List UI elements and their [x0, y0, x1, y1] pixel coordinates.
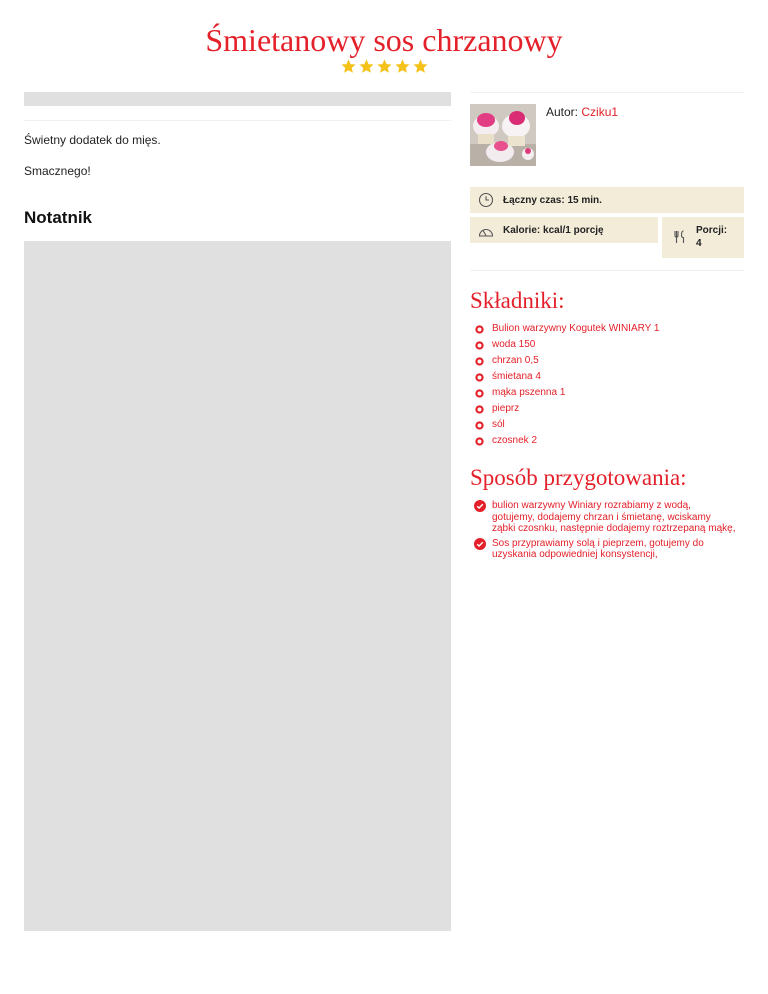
author-link[interactable]: Cziku1 [581, 105, 619, 119]
notebook-area[interactable] [24, 241, 451, 931]
ingredient-item[interactable] [475, 402, 659, 418]
cupcakes-photo [470, 104, 536, 166]
divider [470, 270, 744, 271]
ring-bullet-icon [475, 389, 484, 398]
star-icon[interactable] [340, 58, 357, 75]
total-time-text: Łączny czas: 15 min. [503, 195, 602, 206]
author-label: Autor: [546, 105, 579, 119]
ingredient-label: pieprz [492, 403, 520, 414]
calories-text: Kalorie: kcal/1 porcję [503, 225, 604, 236]
preparation-steps [474, 500, 736, 564]
ring-bullet-icon [475, 341, 484, 350]
author-avatar[interactable] [470, 104, 536, 166]
ingredient-item[interactable] [475, 354, 659, 370]
ring-bullet-icon [475, 437, 484, 446]
portions-value: 4 [696, 238, 702, 249]
speedometer-icon [478, 224, 494, 240]
step-text: bulion warzywny Winiary rozrabiamy z wodą, gotujemy, dodajemy chrzan i śmietanę, wciskamy ząbki czosnku, następnie dodajemy roztrzepaną mąkę, [492, 500, 736, 534]
ingredient-label: chrzan 0,5 [492, 355, 539, 366]
ring-bullet-icon [475, 405, 484, 414]
star-icon[interactable] [412, 58, 429, 75]
ingredient-item[interactable] [475, 370, 659, 386]
ingredients-heading: Składniki: [470, 288, 565, 313]
ingredient-label: czosnek 2 [492, 435, 538, 446]
rating-stars[interactable] [0, 58, 768, 78]
step-text: Sos przyprawiamy solą i pieprzem, gotujemy do uzyskania odpowiedniej konsystencji, [492, 537, 704, 560]
ingredient-label: Bulion warzywny Kogutek WINIARY 1 [492, 323, 660, 334]
ingredient-item[interactable] [475, 386, 659, 402]
portions-label: Porcji: [696, 225, 728, 236]
clock-icon [478, 192, 494, 208]
ingredient-label: sól [492, 419, 505, 430]
recipe-title: Śmietanowy sos chrzanowy [205, 22, 563, 58]
check-circle-icon [474, 500, 486, 512]
author-line [546, 105, 618, 119]
ingredient-label: mąka pszenna 1 [492, 387, 566, 398]
star-icon[interactable] [394, 58, 411, 75]
calories-box [470, 217, 658, 243]
ingredient-label: śmietana 4 [492, 371, 541, 382]
star-icon[interactable] [358, 58, 375, 75]
notebook-heading: Notatnik [24, 208, 92, 227]
check-circle-icon [474, 538, 486, 550]
ring-bullet-icon [475, 373, 484, 382]
cutlery-icon [672, 229, 688, 245]
description-line: Świetny dodatek do mięs. [24, 133, 161, 147]
ingredient-item[interactable] [475, 338, 659, 354]
ingredient-item[interactable] [475, 322, 659, 338]
description-line: Smacznego! [24, 164, 91, 178]
total-time-box [470, 187, 744, 213]
image-placeholder-bar [24, 92, 451, 106]
preparation-heading: Sposób przygotowania: [470, 465, 687, 490]
preparation-step[interactable] [474, 500, 736, 535]
portions-box [662, 217, 744, 258]
ingredient-item[interactable] [475, 418, 659, 434]
ingredients-list [475, 322, 659, 450]
star-icon[interactable] [376, 58, 393, 75]
ingredient-item[interactable] [475, 434, 659, 450]
ring-bullet-icon [475, 357, 484, 366]
ring-bullet-icon [475, 325, 484, 334]
preparation-step[interactable] [474, 538, 736, 561]
divider [470, 92, 744, 93]
ring-bullet-icon [475, 421, 484, 430]
ingredient-label: woda 150 [492, 339, 536, 350]
divider [24, 120, 451, 121]
